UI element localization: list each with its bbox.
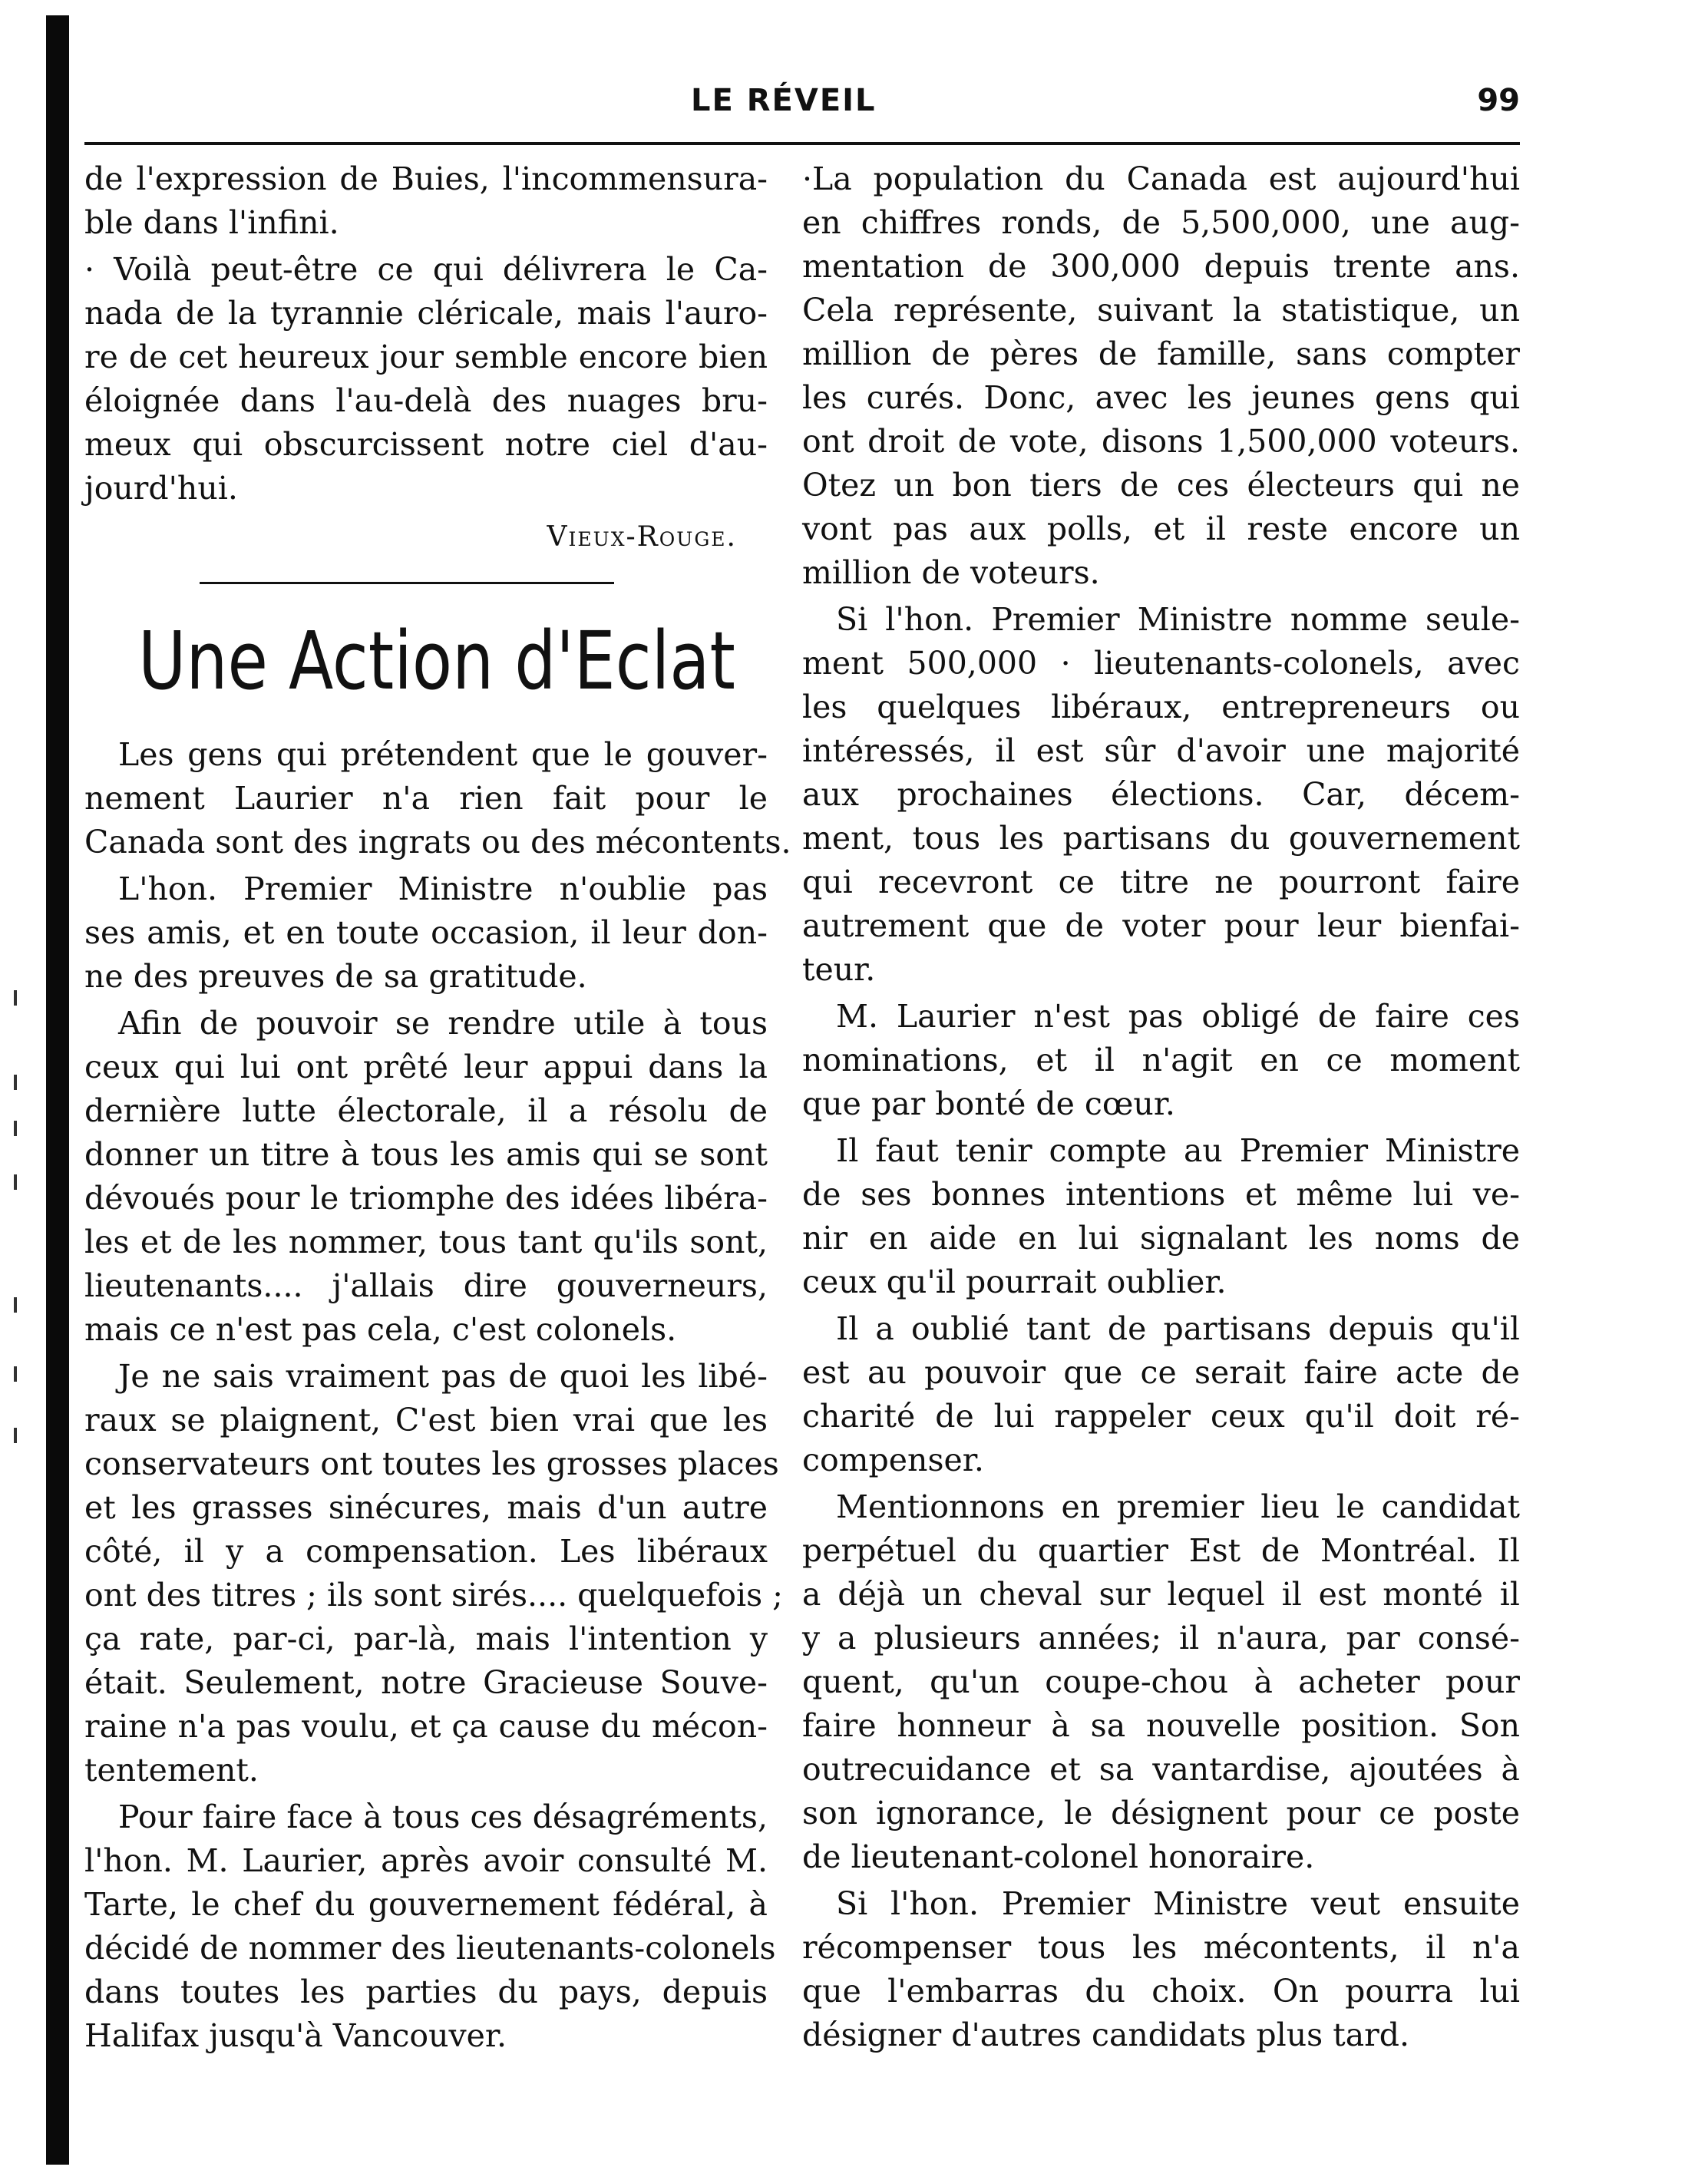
text-line: ·La population du Canada est aujourd'hui — [802, 160, 1520, 197]
article-paragraph — [802, 598, 1520, 992]
text-line: autrement que de voter pour leur bienfai- — [802, 907, 1520, 944]
text-line: million de pères de famille, sans compter — [802, 335, 1520, 372]
text-line: les et de les nommer, tous tant qu'ils sont, — [84, 1224, 768, 1260]
text-line: jourd'hui. — [84, 470, 238, 507]
text-line: dévoués pour le triomphe des idées libéra- — [84, 1180, 768, 1217]
text-line: l'hon. M. Laurier, après avoir consulté M. — [84, 1842, 768, 1879]
text-line: les quelques libéraux, entrepreneurs ou — [802, 689, 1520, 725]
article-paragraph — [84, 1002, 768, 1352]
text-line: ceux qui lui ont prêté leur appui dans la — [84, 1049, 768, 1085]
text-line: teur. — [802, 951, 876, 988]
text-line: tentement. — [84, 1752, 259, 1789]
article-paragraph — [802, 995, 1520, 1126]
text-line: intéressés, il est sûr d'avoir une majorité — [802, 732, 1520, 769]
text-line: Il a oublié tant de partisans depuis qu'il — [836, 1310, 1520, 1347]
text-line: Si l'hon. Premier Ministre veut ensuite — [836, 1885, 1520, 1922]
text-line: récompenser tous les mécontents, il n'a — [802, 1929, 1520, 1966]
text-line: Canada sont des ingrats ou des mécontents. — [84, 824, 791, 860]
text-line: ont des titres ; ils sont sirés.... quelquefois ; — [84, 1577, 783, 1614]
text-line: raine n'a pas voulu, et ça cause du mécon- — [84, 1708, 768, 1745]
text-line: Tarte, le chef du gouvernement fédéral, à — [84, 1886, 768, 1923]
text-line: ses amis, et en toute occasion, il leur don- — [84, 914, 768, 951]
left-column — [84, 157, 791, 2061]
right-column — [802, 157, 1520, 2060]
text-line: côté, il y a compensation. Les libéraux — [84, 1533, 768, 1570]
text-line: mentation de 300,000 depuis trente ans. — [802, 248, 1520, 285]
text-line: charité de lui rappeler ceux qu'il doit ré- — [802, 1398, 1520, 1435]
text-line: son ignorance, le désignent pour ce poste — [802, 1795, 1520, 1832]
text-line: ceux qu'il pourrait oublier. — [802, 1263, 1227, 1300]
margin-mark — [14, 1075, 17, 1090]
article-paragraph — [802, 157, 1520, 595]
closing-paragraph — [84, 248, 768, 510]
text-line: ment, tous les partisans du gouvernement — [802, 820, 1520, 857]
article-paragraph — [84, 1795, 776, 2058]
margin-mark — [14, 1366, 17, 1382]
article-paragraph — [802, 1307, 1520, 1482]
margin-mark — [14, 990, 17, 1006]
article-paragraph — [84, 867, 768, 999]
text-line: de l'expression de Buies, l'incommensura- — [84, 160, 768, 197]
margin-mark — [14, 1428, 17, 1443]
text-line: les curés. Donc, avec les jeunes gens qui — [802, 379, 1520, 416]
article-paragraph — [802, 1882, 1520, 2057]
author-signature: Vieux-Rouge. — [547, 521, 737, 553]
text-line: compenser. — [802, 1442, 984, 1478]
margin-mark — [14, 1174, 17, 1190]
page-number: 99 — [1477, 83, 1520, 118]
text-line: ble dans l'infini. — [84, 204, 339, 241]
margin-mark — [14, 1121, 17, 1136]
text-line: ont droit de vote, disons 1,500,000 voteurs. — [802, 423, 1520, 460]
text-line: de lieutenant-colonel honoraire. — [802, 1838, 1315, 1875]
header-rule — [84, 142, 1520, 145]
text-line: quent, qu'un coupe-chou à acheter pour — [802, 1663, 1520, 1700]
text-line: L'hon. Premier Ministre n'oublie pas — [118, 870, 768, 907]
text-line: faire honneur à sa nouvelle position. Son — [802, 1707, 1520, 1744]
text-line: perpétuel du quartier Est de Montréal. Il — [802, 1532, 1520, 1569]
running-title: LE RÉVEIL — [691, 83, 877, 118]
text-line: ça rate, par-ci, par-là, mais l'intention y — [84, 1620, 768, 1657]
text-line: éloignée dans l'au-delà des nuages bru- — [84, 382, 768, 419]
text-line: y a plusieurs années; il n'aura, par consé- — [802, 1620, 1520, 1656]
text-line: en chiffres ronds, de 5,500,000, une aug- — [802, 204, 1520, 241]
text-line: raux se plaignent, C'est bien vrai que les — [84, 1402, 768, 1438]
text-line: · Voilà peut-être ce qui délivrera le Ca- — [84, 251, 768, 288]
text-line: de ses bonnes intentions et même lui ve- — [802, 1176, 1520, 1213]
article-paragraph — [84, 1355, 783, 1792]
text-line: Mentionnons en premier lieu le candidat — [836, 1488, 1520, 1525]
article-paragraph — [802, 1485, 1520, 1879]
text-line: qui recevront ce titre ne pourront faire — [802, 864, 1520, 900]
text-line: Cela représente, suivant la statistique, un — [802, 292, 1520, 329]
intro-paragraph — [84, 157, 768, 245]
text-line: que l'embarras du choix. On pourra lui — [802, 1973, 1520, 2010]
text-line: a déjà un cheval sur lequel il est monté il — [802, 1576, 1520, 1613]
text-line: meux qui obscurcissent notre ciel d'au- — [84, 426, 768, 463]
text-line: Pour faire face à tous ces désagréments, — [118, 1798, 768, 1835]
page-header — [84, 83, 1520, 137]
text-line: Les gens qui prétendent que le gouver- — [118, 736, 768, 773]
text-line: Je ne sais vraiment pas de quoi les libé- — [118, 1358, 768, 1395]
text-line: donner un titre à tous les amis qui se sont — [84, 1136, 768, 1173]
article-paragraph — [802, 1129, 1520, 1304]
text-line: nement Laurier n'a rien fait pour le — [84, 780, 768, 817]
text-line: Halifax jusqu'à Vancouver. — [84, 2017, 507, 2054]
text-line: est au pouvoir que ce serait faire acte de — [802, 1354, 1520, 1391]
text-line: million de voteurs. — [802, 554, 1100, 591]
text-line: outrecuidance et sa vantardise, ajoutées à — [802, 1751, 1520, 1788]
text-line: Otez un bon tiers de ces électeurs qui ne — [802, 467, 1520, 504]
text-line: mais ce n'est pas cela, c'est colonels. — [84, 1311, 677, 1348]
binding-edge — [46, 15, 69, 2165]
text-line: dans toutes les parties du pays, depuis — [84, 1974, 768, 2010]
text-line: aux prochaines élections. Car, décem- — [802, 776, 1520, 813]
text-line: nominations, et il n'agit en ce moment — [802, 1042, 1520, 1078]
text-line: M. Laurier n'est pas obligé de faire ces — [836, 998, 1520, 1035]
text-line: ment 500,000 · lieutenants-colonels, avec — [802, 645, 1520, 682]
text-line: nada de la tyrannie cléricale, mais l'auro- — [84, 295, 768, 332]
text-line: vont pas aux polls, et il reste encore un — [802, 510, 1520, 547]
text-line: nir en aide en lui signalant les noms de — [802, 1220, 1520, 1257]
section-divider — [200, 582, 614, 584]
text-line: Il faut tenir compte au Premier Ministre — [836, 1132, 1520, 1169]
text-line: ne des preuves de sa gratitude. — [84, 958, 587, 995]
text-line: Si l'hon. Premier Ministre nomme seule- — [836, 601, 1520, 638]
article-headline: Une Action d'Eclat — [138, 614, 735, 708]
article-paragraph — [84, 733, 791, 864]
text-line: lieutenants.... j'allais dire gouverneurs, — [84, 1267, 768, 1304]
text-line: dernière lutte électorale, il a résolu de — [84, 1092, 768, 1129]
text-line: et les grasses sinécures, mais d'un autre — [84, 1489, 768, 1526]
margin-mark — [14, 1297, 17, 1313]
text-line: re de cet heureux jour semble encore bien — [84, 339, 768, 375]
text-line: que par bonté de cœur. — [802, 1085, 1175, 1122]
text-line: désigner d'autres candidats plus tard. — [802, 2016, 1410, 2053]
text-line: Afin de pouvoir se rendre utile à tous — [118, 1005, 768, 1042]
text-line: décidé de nommer des lieutenants-colonels — [84, 1930, 776, 1967]
text-line: était. Seulement, notre Gracieuse Souve- — [84, 1664, 768, 1701]
text-line: conservateurs ont toutes les grosses places — [84, 1445, 779, 1482]
